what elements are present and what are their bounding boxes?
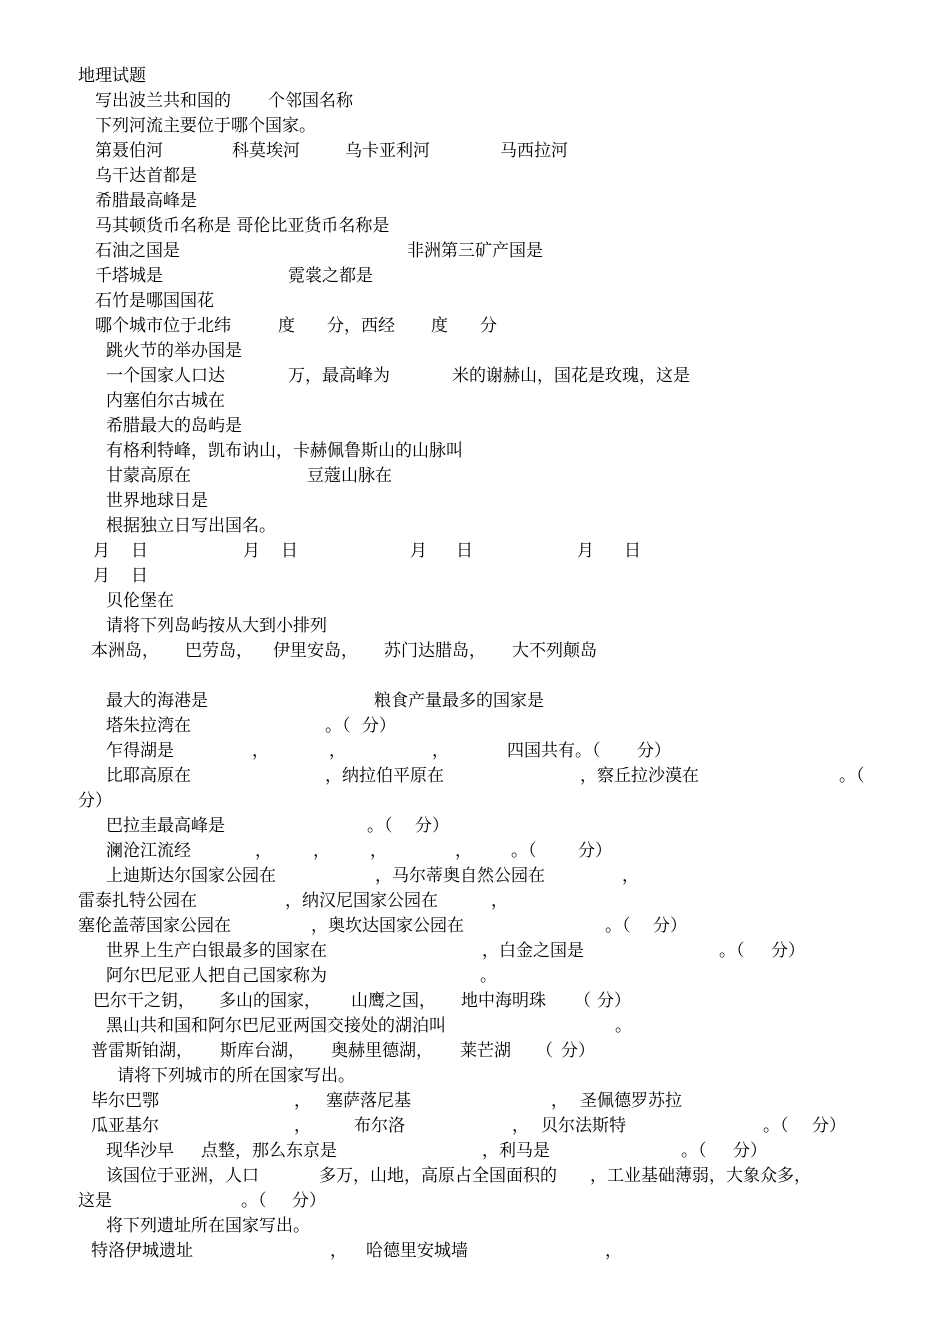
line-text: 。（ <box>325 716 351 736</box>
question-line <box>0 489 950 513</box>
line-text: 哪个城市位于北纬 <box>95 316 231 336</box>
line-text: ， <box>622 866 639 886</box>
line-text: 有格利特峰，凯布讷山，卡赫佩鲁斯山的山脉叫 <box>106 441 463 461</box>
line-text: 月 <box>93 566 110 586</box>
line-text: 内塞伯尔古城在 <box>106 391 225 411</box>
line-text: ， <box>255 841 272 861</box>
line-text: 霓裳之都是 <box>288 266 373 286</box>
line-text: ，纳拉伯平原在 <box>325 766 444 786</box>
line-text: 。（ <box>241 1191 267 1211</box>
question-line <box>0 914 950 938</box>
line-text: 本洲岛， <box>91 641 159 661</box>
line-text: 世界地球日是 <box>106 491 208 511</box>
line-text: 月 <box>410 541 427 561</box>
line-text: ， <box>313 841 330 861</box>
line-text: 黑山共和国和阿尔巴尼亚两国交接处的湖泊叫 <box>106 1016 446 1036</box>
line-text: ， <box>455 841 472 861</box>
line-text: 山鹰之国， <box>351 991 436 1011</box>
line-text: 月 <box>577 541 594 561</box>
line-text: 下列河流主要位于哪个国家。 <box>95 116 316 136</box>
question-line <box>0 989 950 1013</box>
line-text: 。（ <box>511 841 537 861</box>
question-line <box>0 589 950 613</box>
line-text: 巴拉圭最高峰是 <box>106 816 225 836</box>
line-text: 普雷斯铂湖， <box>91 1041 193 1061</box>
line-text: 。（ <box>367 816 393 836</box>
question-line <box>0 1114 950 1138</box>
line-text: 点整，那么东京是 <box>201 1141 337 1161</box>
title-text: 地理试题 <box>78 66 146 86</box>
line-text: ， <box>330 1241 347 1261</box>
line-text: 分 <box>480 316 497 336</box>
question-line <box>0 614 950 638</box>
question-line <box>0 939 950 963</box>
line-text: 分） <box>653 916 687 936</box>
line-text: ，工业基础薄弱，大象众多， <box>590 1166 811 1186</box>
question-line <box>0 139 950 163</box>
question-line <box>0 1139 950 1163</box>
line-text: 日 <box>131 566 148 586</box>
line-text: 度 <box>278 316 295 336</box>
line-text: 万，最高峰为 <box>288 366 390 386</box>
line-text: ，利马是 <box>482 1141 550 1161</box>
question-line <box>0 539 950 563</box>
line-text: 个邻国名称 <box>268 91 353 111</box>
question-line <box>0 164 950 188</box>
line-text: 跳火节的举办国是 <box>106 341 242 361</box>
line-text: ， <box>294 1116 311 1136</box>
line-text: 分，西经 <box>327 316 395 336</box>
line-text: ，奥坎达国家公园在 <box>311 916 464 936</box>
line-text: 分） <box>362 716 396 736</box>
line-text: 分） <box>78 791 112 811</box>
line-text: 。 <box>480 966 497 986</box>
question-line <box>0 814 950 838</box>
line-text: 多万，山地，高原占全国面积的 <box>319 1166 557 1186</box>
line-text: 日 <box>131 541 148 561</box>
question-line <box>0 1189 950 1213</box>
line-text: 。（ <box>719 941 745 961</box>
line-text: 将下列遗址所在国家写出。 <box>106 1216 310 1236</box>
question-line <box>0 864 950 888</box>
line-text: 千塔城是 <box>95 266 163 286</box>
question-line <box>0 839 950 863</box>
line-text: ，马尔蒂奥自然公园在 <box>375 866 545 886</box>
line-text: 苏门达腊岛， <box>384 641 486 661</box>
line-text: ，察丘拉沙漠在 <box>580 766 699 786</box>
question-line <box>0 364 950 388</box>
line-text: 该国位于亚洲，人口 <box>106 1166 259 1186</box>
line-text: 甘蒙高原在 <box>106 466 191 486</box>
question-line <box>0 639 950 663</box>
line-text: 比耶高原在 <box>106 766 191 786</box>
question-line <box>0 739 950 763</box>
line-text: ， <box>294 1091 311 1111</box>
question-line <box>0 714 950 738</box>
line-text: 乌干达首都是 <box>95 166 197 186</box>
line-text: 雷泰扎特公园在 <box>78 891 197 911</box>
line-text: 最大的海港是 <box>106 691 208 711</box>
line-text: 地中海明珠 <box>461 991 546 1011</box>
line-text: 贝尔法斯特 <box>541 1116 626 1136</box>
line-text: 。（ <box>681 1141 707 1161</box>
question-line <box>0 464 950 488</box>
line-text: 分） <box>597 991 631 1011</box>
line-text: 分） <box>415 816 449 836</box>
line-text: 分） <box>812 1116 846 1136</box>
line-text: 马西拉河 <box>500 141 568 161</box>
question-line <box>0 789 950 813</box>
line-text: 阿尔巴尼亚人把自己国家称为 <box>106 966 327 986</box>
line-text: 日 <box>281 541 298 561</box>
question-line <box>0 239 950 263</box>
question-line <box>0 689 950 713</box>
line-text: 分） <box>561 1041 595 1061</box>
line-text: ， <box>512 1116 529 1136</box>
line-text: 请将下列岛屿按从大到小排列 <box>106 616 327 636</box>
line-text: 圣佩德罗苏拉 <box>580 1091 682 1111</box>
line-text: 现华沙早 <box>106 1141 174 1161</box>
line-text: 世界上生产白银最多的国家在 <box>106 941 327 961</box>
line-text: 分） <box>292 1191 326 1211</box>
question-line <box>0 1164 950 1188</box>
line-text: 莱芒湖 <box>460 1041 511 1061</box>
line-text: 巴劳岛， <box>185 641 253 661</box>
line-text: ， <box>551 1091 568 1111</box>
line-text: ， <box>329 741 346 761</box>
line-text: 粮食产量最多的国家是 <box>374 691 544 711</box>
line-text: ， <box>252 741 269 761</box>
line-text: 贝伦堡在 <box>106 591 174 611</box>
line-text: 分） <box>733 1141 767 1161</box>
line-text: 一个国家人口达 <box>106 366 225 386</box>
line-text: 这是 <box>78 1191 112 1211</box>
question-line <box>0 964 950 988</box>
line-text: 上迪斯达尔国家公园在 <box>106 866 276 886</box>
line-text: 请将下列城市的所在国家写出。 <box>117 1066 355 1086</box>
question-line <box>0 1014 950 1038</box>
line-text: 澜沧江流经 <box>106 841 191 861</box>
line-text: 乍得湖是 <box>106 741 174 761</box>
line-text: 巴尔干之钥， <box>93 991 195 1011</box>
line-text: 。（ <box>605 916 631 936</box>
line-text: 哈德里安城墙 <box>366 1241 468 1261</box>
line-text: 米的谢赫山，国花是玫瑰，这是 <box>452 366 690 386</box>
line-text: 大不列颠岛 <box>512 641 597 661</box>
line-text: 分） <box>771 941 805 961</box>
question-line <box>0 439 950 463</box>
line-text: 石油之国是 <box>95 241 180 261</box>
line-text: ， <box>370 841 387 861</box>
question-line <box>0 1089 950 1113</box>
line-text: 奥赫里德湖， <box>331 1041 433 1061</box>
line-text: 月 <box>93 541 110 561</box>
line-text: ， <box>491 891 508 911</box>
question-line <box>0 339 950 363</box>
line-text: ， <box>432 741 449 761</box>
line-text: 塞萨落尼基 <box>326 1091 411 1111</box>
question-line <box>0 1039 950 1063</box>
question-line <box>0 214 950 238</box>
line-text: 乌卡亚利河 <box>345 141 430 161</box>
line-text: 科莫埃河 <box>232 141 300 161</box>
line-text: 四国共有。（ <box>507 741 601 761</box>
question-line <box>0 414 950 438</box>
question-line <box>0 264 950 288</box>
line-text: 毕尔巴鄂 <box>91 1091 159 1111</box>
line-text: 日 <box>624 541 641 561</box>
line-text: ， <box>605 1241 622 1261</box>
line-text: 写出波兰共和国的 <box>95 91 231 111</box>
line-text: 月 <box>243 541 260 561</box>
line-text: ，纳汉尼国家公园在 <box>285 891 438 911</box>
line-text: 塔朱拉湾在 <box>106 716 191 736</box>
line-text: 日 <box>456 541 473 561</box>
line-text: 斯库台湖， <box>220 1041 305 1061</box>
line-text: 分） <box>578 841 612 861</box>
line-text: 度 <box>431 316 448 336</box>
question-line <box>0 189 950 213</box>
line-text: 希腊最高峰是 <box>95 191 197 211</box>
line-text: 豆蔻山脉在 <box>307 466 392 486</box>
question-line <box>0 89 950 113</box>
document-title <box>0 64 950 88</box>
line-text: 石竹是哪国国花 <box>95 291 214 311</box>
line-text: 多山的国家， <box>219 991 321 1011</box>
line-text: 第聂伯河 <box>95 141 163 161</box>
line-text: 根据独立日写出国名。 <box>106 516 276 536</box>
question-line <box>0 114 950 138</box>
question-line <box>0 764 950 788</box>
line-text: 伊里安岛， <box>273 641 358 661</box>
question-line <box>0 889 950 913</box>
line-text: 。 <box>615 1016 632 1036</box>
line-text: ，白金之国是 <box>482 941 584 961</box>
line-text: 。（ <box>763 1116 789 1136</box>
question-line <box>0 289 950 313</box>
line-text: 希腊最大的岛屿是 <box>106 416 242 436</box>
line-text: 塞伦盖蒂国家公园在 <box>78 916 231 936</box>
question-line <box>0 1239 950 1263</box>
question-line <box>0 314 950 338</box>
line-text: 分） <box>637 741 671 761</box>
line-text: 马其顿货币名称是 哥伦比亚货币名称是 <box>95 216 390 236</box>
line-text: 布尔洛 <box>354 1116 405 1136</box>
question-line <box>0 564 950 588</box>
line-text: 非洲第三矿产国是 <box>407 241 543 261</box>
line-text: 。（ <box>839 766 865 786</box>
line-text: （ <box>536 1041 553 1061</box>
question-line <box>0 514 950 538</box>
line-text: （ <box>574 991 591 1011</box>
line-text: 特洛伊城遗址 <box>91 1241 193 1261</box>
question-line <box>0 1064 950 1088</box>
line-text: 瓜亚基尔 <box>91 1116 159 1136</box>
question-line <box>0 389 950 413</box>
question-line <box>0 1214 950 1238</box>
